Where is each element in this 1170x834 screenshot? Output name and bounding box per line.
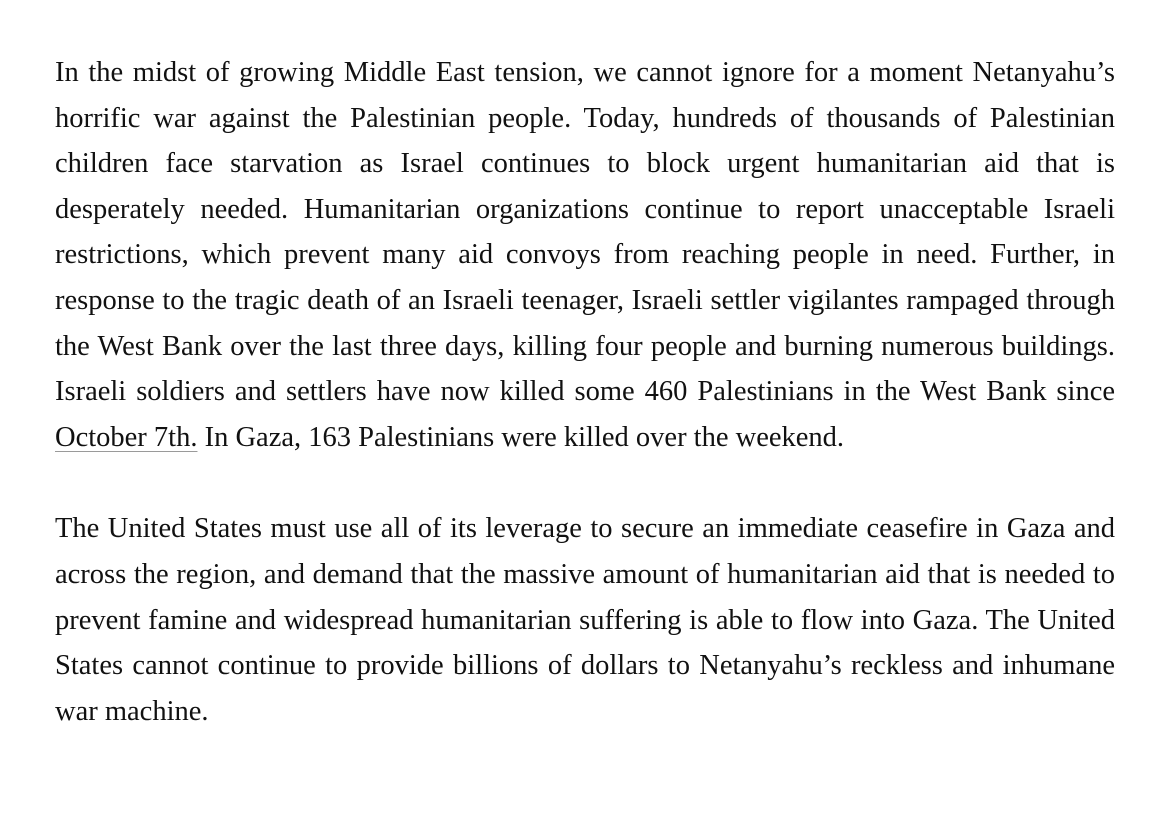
paragraph-1-text-start: In the midst of growing Middle East tension, we cannot ignore for a moment Netanyahu’s horrific war against the Palestinian people. Today, hundreds of thousands of Palestinian children face starvation as Israel continues to block urgent humanitarian aid that is desperately needed. Humanitarian organizations continue to report unacceptable Israeli restrictions, which prevent many aid convoys from reaching people in need. Further, in response to the tragic death of an Israeli teenager, Israeli settler vigilantes rampaged through the West Bank over the last three days, killing four people and burning numerous buildings. Israeli soldiers and settlers have now killed some 460 Palestinians in the West Bank since bbox=[55, 57, 1115, 408]
paragraph-2: The United States must use all of its leverage to secure an immediate ceasefire in Gaza and across the region, and demand that the massive amount of humanitarian aid that is needed to prevent famine and widespread humanitarian suffering is able to flow into Gaza. The United States cannot continue to provide billions of dollars to Netanyahu’s reckless and inhumane war machine. bbox=[55, 513, 1115, 727]
october-7th-link[interactable]: October 7th. bbox=[55, 421, 198, 453]
paragraph-1 bbox=[55, 50, 1115, 460]
paragraph-1-text-end: In Gaza, 163 Palestinians were killed over the weekend. bbox=[197, 421, 845, 453]
statement-document bbox=[55, 50, 1115, 734]
